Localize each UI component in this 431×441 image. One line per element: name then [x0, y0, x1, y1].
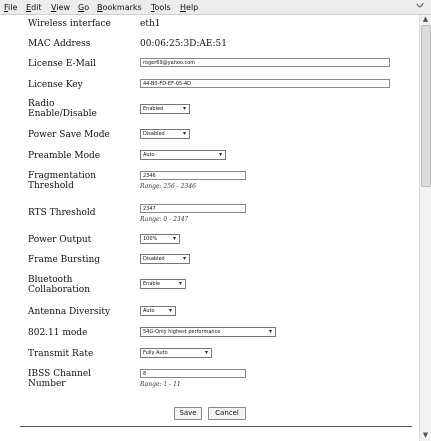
chevron-down-icon: ▾	[182, 130, 186, 137]
rts-input[interactable]: 2347	[140, 204, 246, 213]
frame-bursting-select-value: Disabled	[143, 256, 165, 262]
menu-help[interactable]: Help	[180, 3, 199, 12]
license-key-input[interactable]: 44-B0-FD-EF-05-4D	[140, 79, 390, 88]
radio-select[interactable]	[140, 104, 190, 114]
chevron-down-icon: ▾	[182, 105, 186, 112]
settings-page	[0, 15, 419, 441]
ibss-channel-input[interactable]: 8	[140, 369, 246, 378]
menu-bookmarks[interactable]: Bookmarks	[97, 3, 142, 12]
power-save-label: Power Save Mode	[28, 130, 110, 140]
bluetooth-label: Bluetooth Collaboration	[28, 275, 90, 295]
menu-view[interactable]: View	[51, 3, 70, 12]
rts-range: Range: 0 - 2347	[140, 216, 189, 223]
radio-select-value: Enabled	[143, 106, 164, 112]
mode-80211-select[interactable]	[140, 327, 276, 337]
transmit-rate-label: Transmit Rate	[28, 349, 94, 359]
vertical-scrollbar[interactable]	[419, 15, 431, 441]
preamble-select[interactable]	[140, 150, 226, 160]
power-output-label: Power Output	[28, 235, 92, 245]
preamble-select-value: Auto	[143, 152, 155, 158]
license-key-label: License Key	[28, 80, 83, 90]
chevron-down-icon: ▾	[178, 280, 182, 287]
cancel-button[interactable]: Cancel	[208, 407, 246, 420]
chevron-down-icon: ▾	[182, 255, 186, 262]
bluetooth-select-value: Enable	[143, 281, 161, 287]
throbber-icon	[415, 1, 425, 11]
fragmentation-label: Fragmentation Threshold	[28, 171, 97, 191]
fragmentation-input[interactable]: 2346	[140, 171, 246, 180]
radio-label: Radio Enable/Disable	[28, 99, 97, 119]
scroll-down-icon[interactable]: ▼	[422, 431, 429, 439]
chevron-down-icon: ▾	[168, 307, 172, 314]
transmit-rate-select-value: Fully Auto	[143, 350, 168, 356]
power-output-select-value: 100%	[143, 236, 158, 242]
chevron-down-icon: ▾	[218, 151, 222, 158]
scroll-up-icon[interactable]: ▲	[422, 15, 429, 23]
mac-address-value: 00:06:25:3D:AE:51	[140, 39, 227, 49]
menu-go[interactable]: Go	[78, 3, 90, 12]
license-email-label: License E-Mail	[28, 59, 96, 69]
bluetooth-select[interactable]	[140, 279, 186, 289]
menu-tools[interactable]: Tools	[151, 3, 171, 12]
power-output-select[interactable]	[140, 234, 180, 244]
menu-edit[interactable]: Edit	[26, 3, 42, 12]
ibss-channel-range: Range: 1 - 11	[140, 381, 181, 388]
wireless-interface-value: eth1	[140, 19, 161, 29]
power-save-select-value: Disabled	[143, 131, 165, 137]
wireless-interface-label: Wireless interface	[28, 19, 111, 29]
antenna-diversity-select-value: Auto	[143, 308, 155, 314]
ibss-channel-label: IBSS Channel Number	[28, 369, 92, 389]
save-button[interactable]: Save	[174, 407, 202, 420]
power-save-select[interactable]	[140, 129, 190, 139]
chevron-down-icon: ▾	[172, 235, 176, 242]
menu-bar	[0, 0, 431, 15]
preamble-label: Preamble Mode	[28, 151, 101, 161]
antenna-diversity-select[interactable]	[140, 306, 176, 316]
chevron-down-icon: ▾	[204, 349, 208, 356]
license-email-input[interactable]: roger69@yahoo.com	[140, 58, 390, 67]
rts-label: RTS Threshold	[28, 208, 96, 218]
divider	[20, 426, 412, 427]
fragmentation-range: Range: 256 - 2346	[140, 183, 196, 190]
menu-file[interactable]: File	[4, 3, 18, 12]
antenna-diversity-label: Antenna Diversity	[28, 307, 111, 317]
mode-80211-select-value: 54G-Only highest performance	[143, 329, 221, 335]
transmit-rate-select[interactable]	[140, 348, 212, 358]
chevron-down-icon: ▾	[268, 328, 272, 335]
scrollbar-thumb[interactable]	[421, 25, 431, 187]
mode-80211-label: 802.11 mode	[28, 328, 88, 338]
frame-bursting-select[interactable]	[140, 254, 190, 264]
frame-bursting-label: Frame Bursting	[28, 255, 101, 265]
mac-address-label: MAC Address	[28, 39, 91, 49]
